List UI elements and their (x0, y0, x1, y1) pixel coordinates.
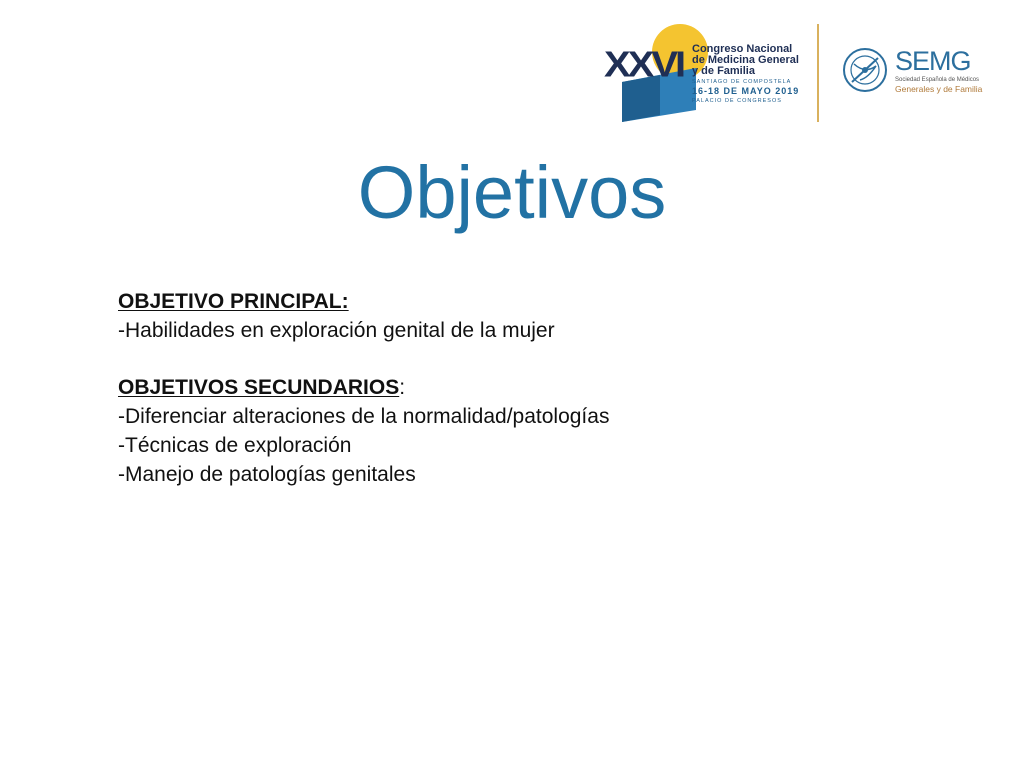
congress-name-line3: y de Familia (692, 65, 755, 77)
congress-logo (600, 22, 800, 127)
secondary-objective-item: -Técnicas de exploración (118, 434, 352, 457)
objectives-content (118, 287, 898, 489)
secondary-objectives-heading (118, 373, 898, 402)
slide-title: Objetivos (357, 151, 667, 234)
semg-subtitle-line2: Generales y de Familia (895, 84, 983, 94)
congress-name-line1: Congreso Nacional (692, 43, 793, 55)
secondary-objective-item: -Manejo de patologías genitales (118, 463, 416, 486)
congress-dates: 16-18 DE MAYO 2019 (692, 86, 800, 96)
primary-heading-text: OBJETIVO PRINCIPAL: (118, 290, 349, 313)
secondary-heading-text: OBJETIVOS SECUNDARIOS (118, 376, 400, 399)
secondary-objective-item: -Diferenciar alteraciones de la normalidad/patologías (118, 405, 610, 428)
primary-objective-heading (118, 287, 898, 316)
semg-logo (840, 44, 990, 100)
logo-divider (817, 24, 819, 122)
semg-emblem-icon (840, 44, 890, 94)
congress-venue: PALACIO DE CONGRESOS (692, 98, 782, 104)
header-logos (0, 0, 1024, 130)
semg-name: SEMG (895, 46, 971, 76)
secondary-heading-colon: : (399, 376, 406, 399)
congress-numeral: XXVI (604, 45, 684, 85)
semg-subtitle-line1: Sociedad Española de Médicos (895, 77, 980, 83)
primary-objective-item: -Habilidades en exploración genital de la mujer (118, 319, 555, 342)
section-spacer (118, 345, 898, 373)
congress-name-line2: de Medicina General (692, 54, 799, 66)
congress-place: SANTIAGO DE COMPOSTELA (692, 79, 792, 85)
